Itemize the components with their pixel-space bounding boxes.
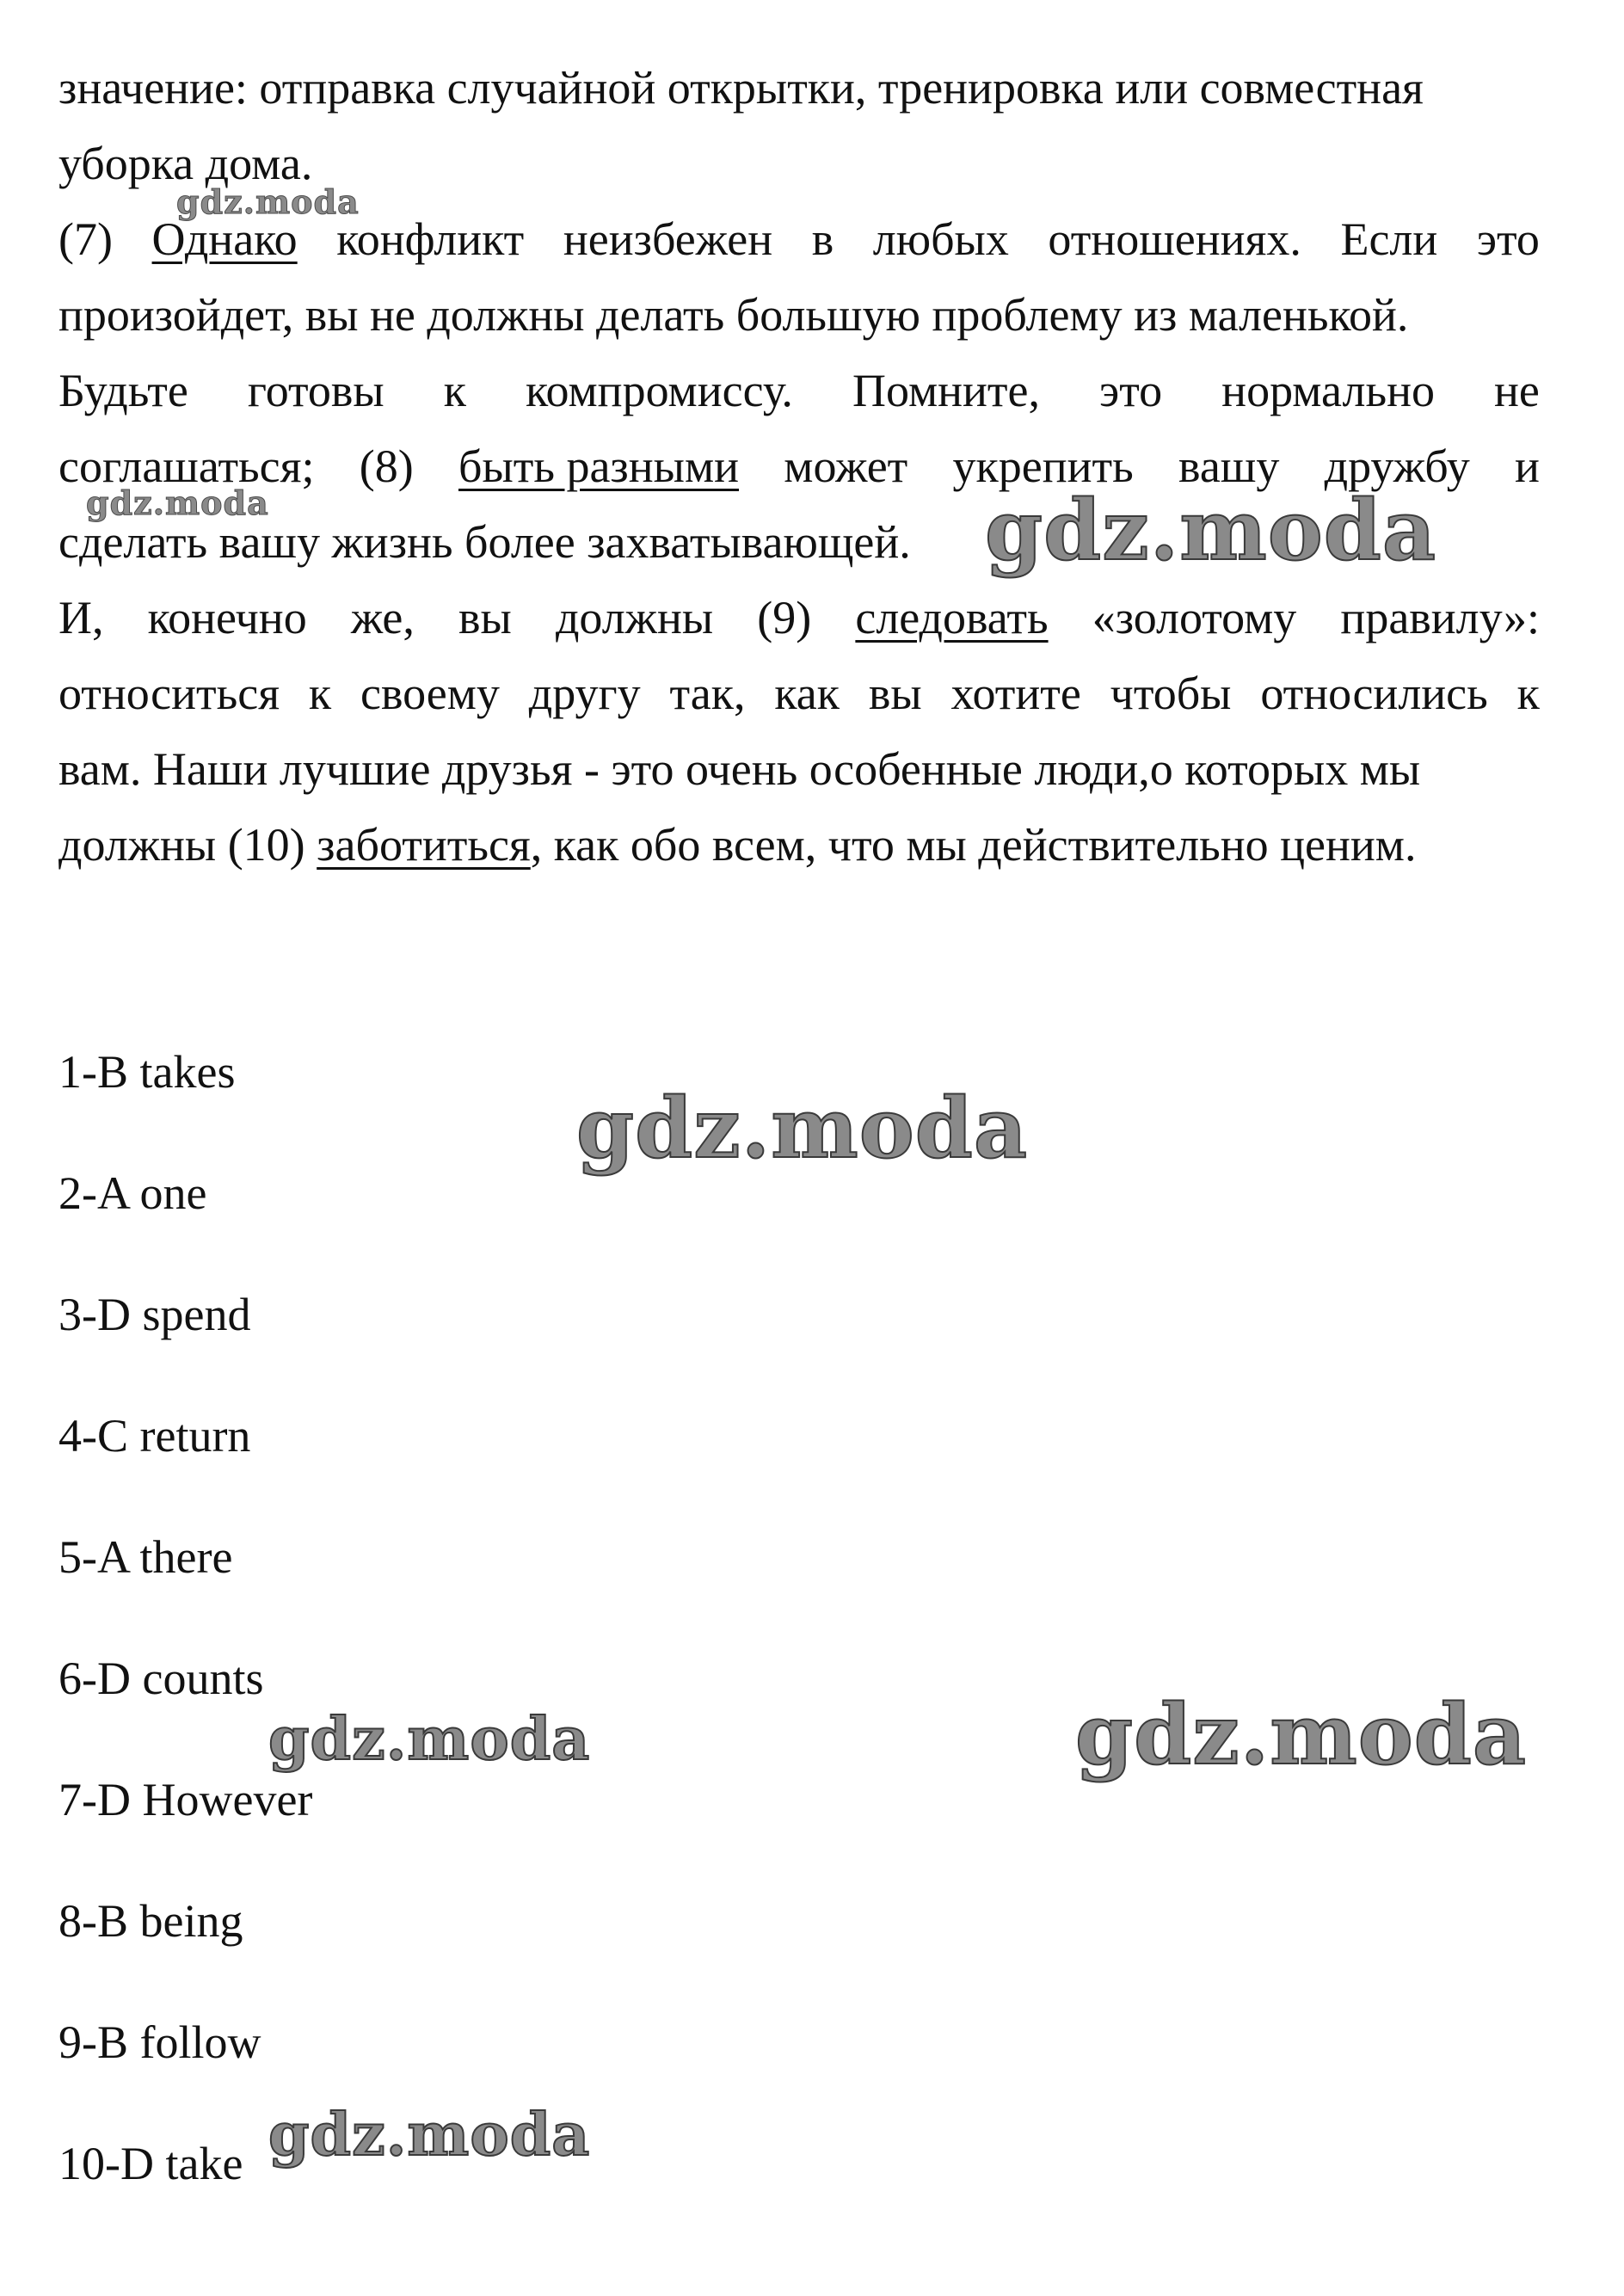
word: укрепить — [952, 440, 1134, 492]
text-line: значение: отправка случайной открытки, тренировка или совместная — [58, 62, 1424, 114]
word: (7) — [58, 213, 113, 265]
text-fragment: , как обо всем, что мы действительно ценим. — [530, 819, 1417, 871]
watermark: gdz.moda — [985, 482, 1437, 579]
word: не — [1494, 365, 1540, 416]
answer-item: 8-B being — [58, 1895, 243, 1947]
text-line: уборка дома. — [58, 138, 313, 189]
underlined-word: быть разными — [458, 440, 740, 492]
word: чтобы — [1110, 668, 1232, 719]
watermark: gdz.moda — [1075, 1686, 1528, 1783]
word: относиться — [58, 668, 280, 719]
word: так, — [669, 668, 746, 719]
word: другу — [528, 668, 641, 719]
word: Помните, — [852, 365, 1040, 416]
underlined-word: следовать — [855, 592, 1049, 643]
text-fragment: должны (10) — [58, 819, 317, 871]
word: любых — [872, 213, 1009, 265]
word: конечно — [147, 592, 307, 643]
word: это — [1099, 365, 1163, 416]
answer-item: 1-B takes — [58, 1046, 236, 1098]
word: к — [443, 365, 466, 416]
word: компромиссу. — [526, 365, 793, 416]
watermark: gdz.moda — [268, 1705, 591, 1774]
word: готовы — [247, 365, 384, 416]
answer-item: 5-A there — [58, 1531, 233, 1583]
word: нормально — [1221, 365, 1435, 416]
word: и — [1515, 440, 1540, 492]
word: отношениях. — [1048, 213, 1301, 265]
word: Если — [1340, 213, 1438, 265]
underlined-word: заботиться — [317, 819, 531, 871]
text-line — [58, 353, 1540, 428]
translation-paragraph — [58, 50, 1540, 883]
answer-item: 10-D take — [58, 2138, 243, 2189]
answer-item: 6-D counts — [58, 1653, 264, 1704]
watermark: gdz.moda — [86, 483, 269, 522]
word: своему — [360, 668, 500, 719]
word: И, — [58, 592, 104, 643]
word: дружбу — [1324, 440, 1470, 492]
text-line: вам. Наши лучшие друзья - это очень особенные люди,о которых мы — [58, 743, 1421, 795]
answer-item: 2-A one — [58, 1167, 207, 1219]
word: вы — [868, 668, 922, 719]
word: неизбежен — [563, 213, 773, 265]
text-line — [58, 656, 1540, 731]
word: к — [308, 668, 332, 719]
text-line — [58, 580, 1540, 656]
word: в — [811, 213, 834, 265]
word: конфликт — [336, 213, 525, 265]
watermark: gdz.moda — [176, 182, 360, 221]
word: Будьте — [58, 365, 188, 416]
word: же, — [350, 592, 415, 643]
answer-item: 4-C return — [58, 1410, 251, 1462]
text-line: произойдет, вы не должны делать большую проблему из маленькой. — [58, 289, 1409, 341]
word: относились — [1260, 668, 1488, 719]
answer-item: 3-D spend — [58, 1289, 251, 1340]
word: вашу — [1178, 440, 1280, 492]
word: (8) — [359, 440, 414, 492]
word: может — [784, 440, 908, 492]
answer-item: 9-B follow — [58, 2016, 261, 2068]
word: вы — [458, 592, 512, 643]
word: это — [1476, 213, 1540, 265]
answer-item: 7-D However — [58, 1774, 313, 1825]
text-line — [58, 807, 1540, 883]
word: к — [1516, 668, 1540, 719]
underlined-word: Однако — [151, 213, 298, 265]
word: хотите — [950, 668, 1081, 719]
word: (9) — [757, 592, 812, 643]
watermark: gdz.moda — [268, 2101, 591, 2170]
watermark: gdz.moda — [576, 1080, 1029, 1177]
text-line: сделать вашу жизнь более захватывающей. — [58, 516, 911, 568]
word: правилу»: — [1340, 592, 1540, 643]
word: как — [774, 668, 840, 719]
word: соглашаться; — [58, 440, 315, 492]
word: должны — [555, 592, 714, 643]
word: «золотому — [1092, 592, 1297, 643]
